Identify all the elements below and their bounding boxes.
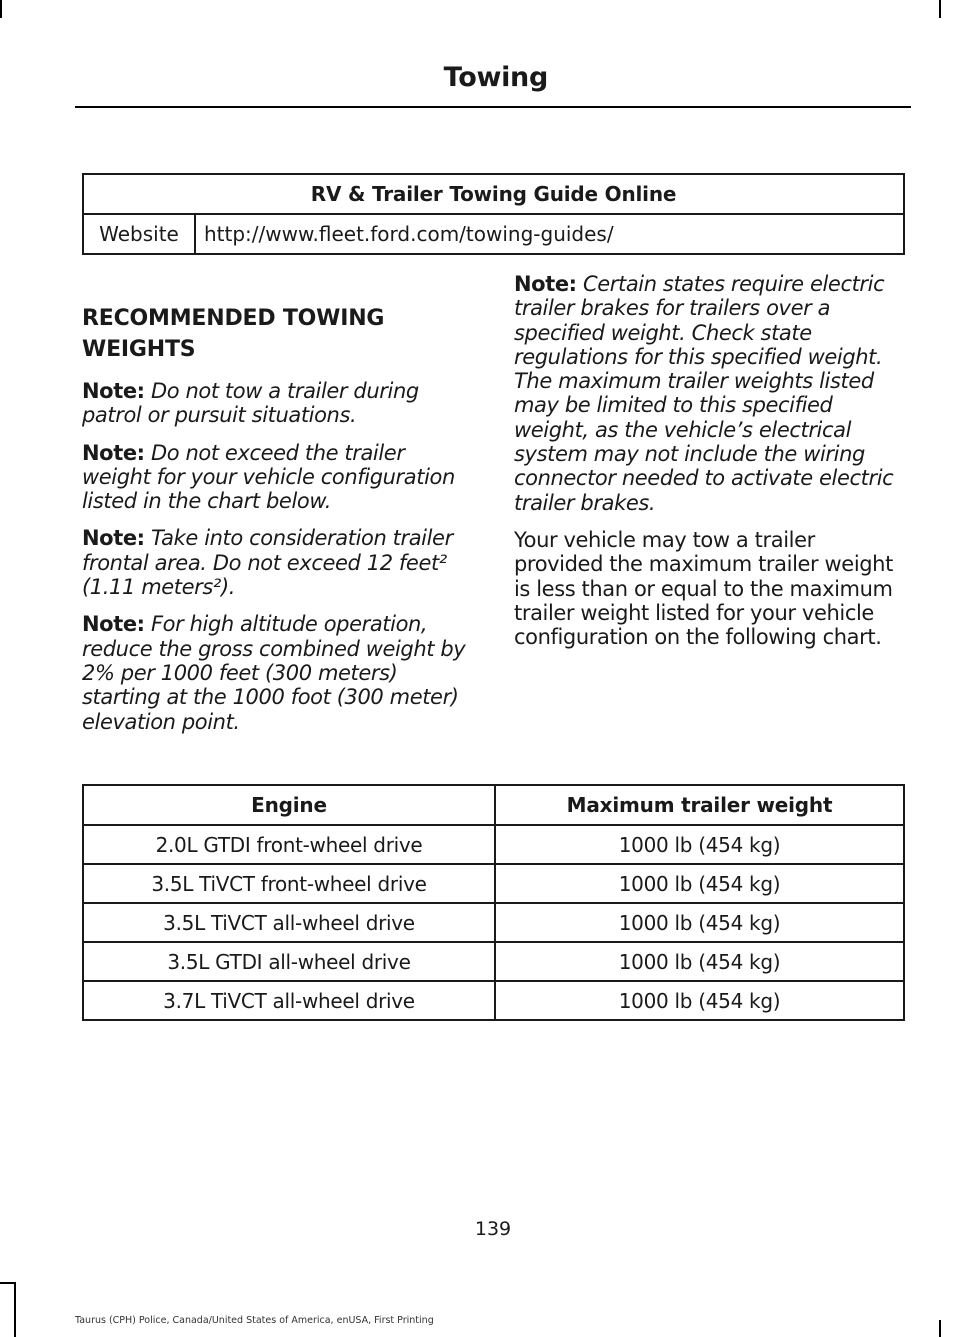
- note-text: Do not tow a trailer during patrol or pursuit situations.: [82, 379, 419, 428]
- towing-guide-table: [82, 173, 905, 255]
- note-text: For high altitude operation, reduce the gross combined weight by 2% per 1000 feet (300 meters) starting at the 1000 foot (300 meter) elevation point.: [82, 612, 466, 734]
- table-row: [83, 174, 904, 214]
- column-header-engine: Engine: [83, 785, 495, 825]
- note-paragraph: [82, 379, 477, 428]
- engine-cell: 3.5L TiVCT all-wheel drive: [83, 903, 495, 942]
- crop-mark: [0, 1282, 14, 1284]
- section-heading-line2: WEIGHTS: [82, 337, 196, 362]
- guide-row-url[interactable]: http://www.fleet.ford.com/towing-guides/: [195, 214, 904, 254]
- note-paragraph: [514, 272, 909, 515]
- note-paragraph: [82, 612, 477, 733]
- section-heading: [82, 303, 477, 365]
- weight-cell: 1000 lb (454 kg): [495, 825, 904, 864]
- note-text: Do not exceed the trailer weight for your vehicle configuration listed in the chart below.: [82, 440, 455, 514]
- body-paragraph: Your vehicle may tow a trailer provided the maximum trailer weight is less than or equal to the maximum trailer weight listed for your vehicle configuration on the following chart.: [514, 527, 893, 650]
- crop-mark: [14, 1282, 16, 1337]
- header-rule: [75, 106, 911, 108]
- table-row: [83, 214, 904, 254]
- guide-row-label: Website: [83, 214, 195, 254]
- note-label: Note:: [514, 272, 577, 296]
- note-label: Note:: [82, 526, 145, 551]
- weight-cell: 1000 lb (454 kg): [495, 981, 904, 1020]
- engine-cell: 3.5L GTDI all-wheel drive: [83, 942, 495, 981]
- engine-cell: 3.5L TiVCT front-wheel drive: [83, 864, 495, 903]
- table-row: [83, 903, 904, 942]
- engine-cell: 3.7L TiVCT all-wheel drive: [83, 981, 495, 1020]
- weight-cell: 1000 lb (454 kg): [495, 864, 904, 903]
- section-heading-line1: RECOMMENDED TOWING: [82, 306, 385, 331]
- note-label: Note:: [82, 440, 145, 465]
- table-row: [83, 825, 904, 864]
- engine-cell: 2.0L GTDI front-wheel drive: [83, 825, 495, 864]
- crop-mark: [0, 0, 2, 18]
- note-text: Certain states require electric trailer brakes for trailers over a specified weight. Check state regulations for this specified weight. The maximum trailer weights listed may be limited to this specified weight, as the vehicle’s electrical system may not include the wiring connector needed to activate electric trailer brakes.: [514, 272, 894, 515]
- note-paragraph: [82, 441, 477, 514]
- note-label: Note:: [82, 612, 145, 637]
- left-column: [82, 303, 477, 747]
- page-title: Towing: [443, 62, 548, 93]
- footer-text: Taurus (CPH) Police, Canada/United States of America, enUSA, First Printing: [75, 1315, 434, 1326]
- table-row: [83, 864, 904, 903]
- trailer-weights-table: [82, 784, 905, 1021]
- table-row: [83, 942, 904, 981]
- note-paragraph: [82, 526, 477, 599]
- note-label: Note:: [82, 379, 145, 403]
- guide-table-title: RV & Trailer Towing Guide Online: [83, 174, 904, 214]
- crop-mark: [939, 1320, 941, 1337]
- column-header-max-weight: Maximum trailer weight: [495, 785, 904, 825]
- crop-mark: [939, 0, 941, 18]
- table-header-row: [83, 785, 904, 825]
- weight-cell: 1000 lb (454 kg): [495, 903, 904, 942]
- right-column: [514, 272, 909, 662]
- page-number: 139: [474, 1218, 512, 1240]
- weight-cell: 1000 lb (454 kg): [495, 942, 904, 981]
- table-row: [83, 981, 904, 1020]
- note-text: Take into consideration trailer frontal area. Do not exceed 12 feet² (1.11 meters²).: [82, 526, 453, 600]
